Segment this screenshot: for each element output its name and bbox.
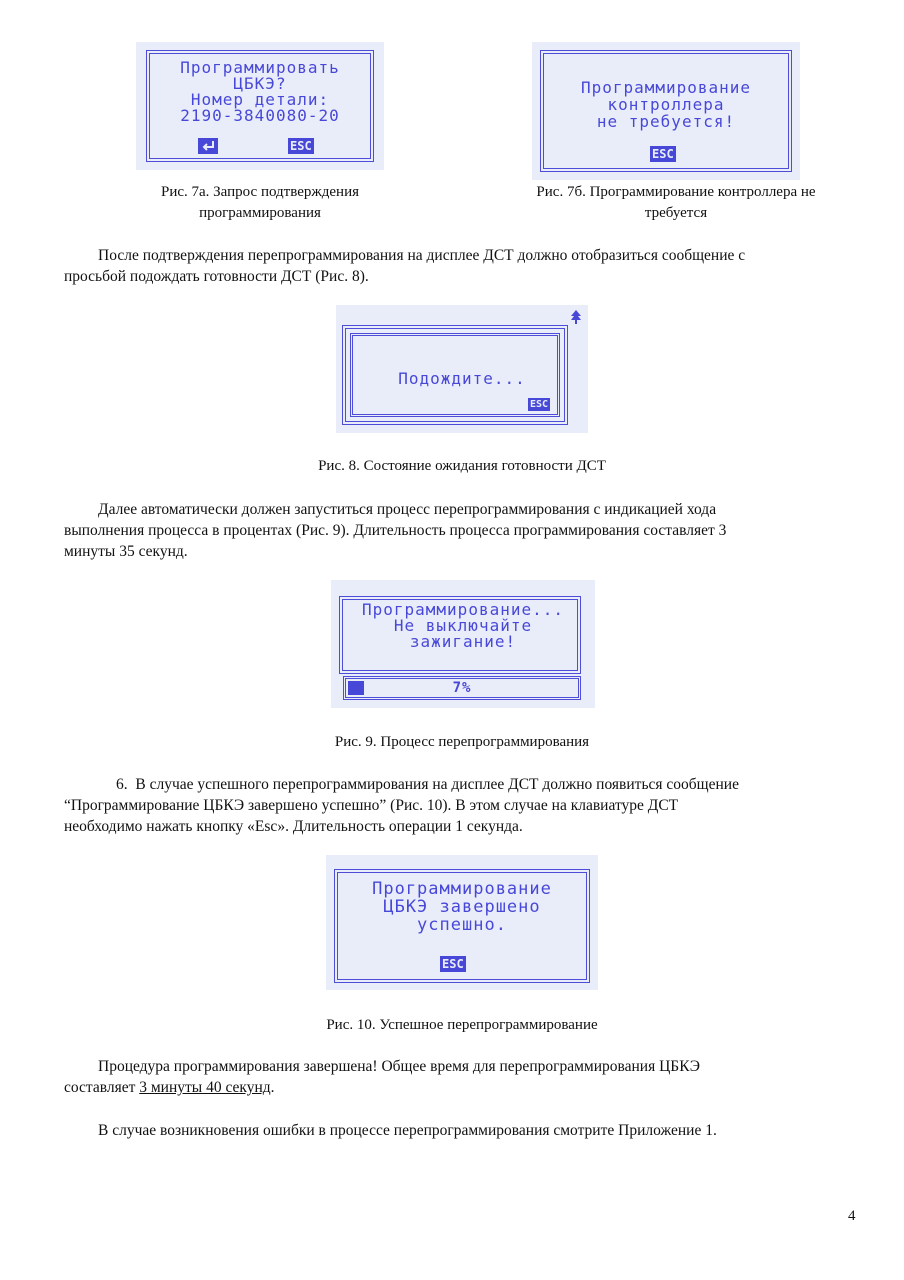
fig7b-caption-line1: Рис. 7б. Программирование контроллера не bbox=[536, 184, 816, 200]
enter-key-icon bbox=[198, 138, 218, 154]
paragraph-5-line1: В случае возникновения ошибки в процессе перепрограммирования смотрите Приложение 1. bbox=[98, 1122, 717, 1139]
tree-icon bbox=[570, 309, 582, 323]
fig7a-line-3: Номер детали: bbox=[190, 90, 330, 109]
fig7a-line-2: ЦБКЭ? bbox=[233, 74, 287, 93]
paragraph-4-line2 bbox=[64, 1077, 864, 1098]
paragraph-1-line1: После подтверждения перепрограммирования на дисплее ДСТ должно отобразиться сообщение с bbox=[98, 247, 746, 264]
paragraph-3-line2: “Программирование ЦБКЭ завершено успешно” (Рис. 10). В этом случае на клавиатуре ДСТ bbox=[64, 797, 679, 814]
paragraph-2 bbox=[64, 499, 864, 562]
paragraph-2-line2: выполнения процесса в процентах (Рис. 9). Длительность процесса программирования составляет 3 bbox=[64, 522, 727, 539]
fig9-line-3: зажигание! bbox=[409, 632, 517, 651]
fig7b-screen bbox=[532, 42, 800, 180]
paragraph-3 bbox=[64, 774, 864, 837]
total-time: 3 минуты 40 секунд bbox=[139, 1079, 271, 1096]
esc-key: ESC bbox=[652, 147, 674, 161]
paragraph-4 bbox=[64, 1056, 864, 1098]
fig7a-caption-line2: программирования bbox=[199, 205, 321, 221]
fig10-line-1: Программирование bbox=[372, 879, 552, 899]
fig10-caption: Рис. 10. Успешное перепрограммирование bbox=[326, 1017, 598, 1033]
paragraph-1 bbox=[64, 245, 864, 287]
fig7a-line-1: Программировать bbox=[180, 58, 340, 77]
page-number: 4 bbox=[848, 1208, 856, 1224]
fig7a-caption bbox=[110, 182, 410, 224]
fig10-screen bbox=[326, 855, 598, 990]
fig7a-line-4: 2190-3840080-20 bbox=[180, 106, 340, 125]
paragraph-2-line3: минуты 35 секунд. bbox=[64, 543, 188, 560]
fig7a-caption-line1: Рис. 7а. Запрос подтверждения bbox=[160, 184, 359, 200]
fig7b-caption bbox=[476, 182, 876, 224]
fig7b-line-1: Программирование bbox=[580, 78, 752, 97]
fig10-line-3: успешно. bbox=[417, 915, 507, 935]
paragraph-1-line2: просьбой подождать готовности ДСТ (Рис. 8). bbox=[64, 268, 369, 285]
esc-key: ESC bbox=[290, 139, 312, 153]
paragraph-5 bbox=[64, 1120, 864, 1141]
fig9-line-2: Не выключайте bbox=[393, 616, 533, 635]
esc-key: ESC bbox=[530, 399, 549, 410]
esc-key: ESC bbox=[442, 957, 464, 971]
paragraph-4-prefix: составляет bbox=[64, 1079, 140, 1096]
fig8-screen bbox=[336, 305, 588, 433]
progress-bar bbox=[343, 676, 581, 700]
fig9-screen bbox=[331, 580, 595, 708]
fig10-line-2: ЦБКЭ завершено bbox=[383, 897, 541, 917]
fig7b-caption-line2: требуется bbox=[644, 205, 708, 221]
paragraph-2-line1: Далее автоматически должен запуститься процесс перепрограммирования с индикацией хода bbox=[98, 501, 717, 518]
progress-percent: 7% bbox=[452, 680, 472, 696]
paragraph-3-line1: 6. В случае успешного перепрограммирования на дисплее ДСТ должно появиться сообщение bbox=[116, 776, 739, 793]
fig8-caption: Рис. 8. Состояние ожидания готовности ДСТ bbox=[318, 458, 606, 474]
fig9-caption: Рис. 9. Процесс перепрограммирования bbox=[334, 734, 590, 750]
fig7b-line-3: не требуется! bbox=[596, 112, 736, 131]
fig7a-screen bbox=[136, 42, 384, 170]
fig7b-line-2: контроллера bbox=[607, 95, 725, 114]
paragraph-3-line3: необходимо нажать кнопку «Esc». Длительность операции 1 секунда. bbox=[64, 818, 523, 835]
fig9-line-1: Программирование... bbox=[361, 600, 565, 619]
paragraph-4-suffix: . bbox=[270, 1079, 275, 1096]
fig8-text: Подождите... bbox=[398, 369, 526, 388]
paragraph-4-line1: Процедура программирования завершена! Общее время для перепрограммирования ЦБКЭ bbox=[98, 1058, 700, 1075]
